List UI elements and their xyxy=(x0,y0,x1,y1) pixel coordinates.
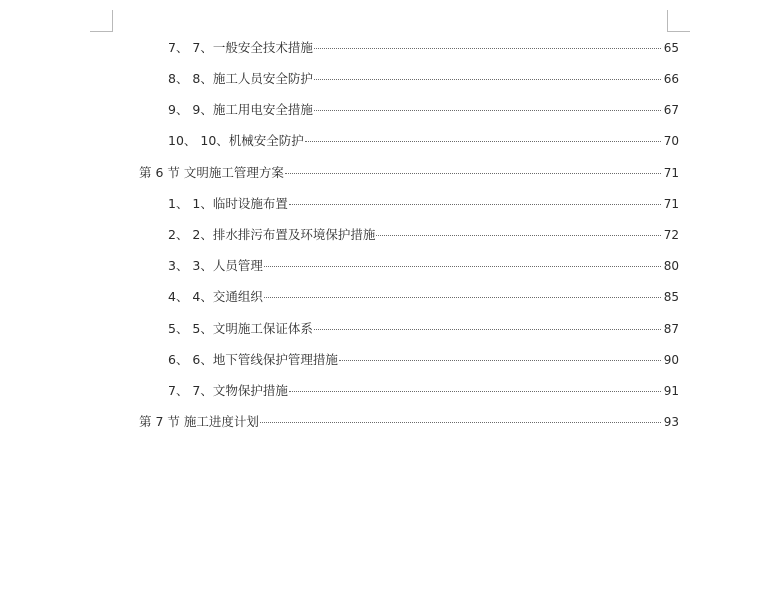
toc-page-number: 71 xyxy=(663,166,679,180)
toc-entry[interactable] xyxy=(168,287,679,307)
toc-entry[interactable] xyxy=(168,350,679,370)
toc-dot-leader xyxy=(376,235,660,236)
toc-entry-title: 3、 3、人员管理 xyxy=(168,258,263,273)
toc-entry-title: 8、 8、施工人员安全防护 xyxy=(168,71,313,86)
toc-dot-leader xyxy=(339,360,661,361)
toc-page-number: 67 xyxy=(663,103,679,117)
toc-entry-title: 6、 6、地下管线保护管理措施 xyxy=(168,352,338,367)
toc-entry[interactable] xyxy=(168,319,679,339)
toc-page-number: 85 xyxy=(663,290,679,304)
toc-entry-title: 2、 2、排水排污布置及环境保护措施 xyxy=(168,227,376,242)
toc-dot-leader xyxy=(314,48,661,49)
toc-entry-title: 10、 10、机械安全防护 xyxy=(168,133,304,148)
toc-entry[interactable] xyxy=(168,131,679,151)
toc-section-entry[interactable] xyxy=(139,163,679,183)
toc-dot-leader xyxy=(260,422,661,423)
toc-entry-title: 4、 4、交通组织 xyxy=(168,289,263,304)
toc-section-title: 第 7 节 施工进度计划 xyxy=(139,414,259,429)
toc-page-number: 91 xyxy=(663,384,679,398)
toc-entry-title: 7、 7、文物保护措施 xyxy=(168,383,288,398)
toc-page-number: 70 xyxy=(663,134,679,148)
toc-dot-leader xyxy=(305,141,661,142)
toc-page-number: 65 xyxy=(663,41,679,55)
toc-section-entry[interactable] xyxy=(139,412,679,432)
toc-page-number: 71 xyxy=(663,197,679,211)
toc-page-number: 87 xyxy=(663,322,679,336)
toc-entry-title: 5、 5、文明施工保证体系 xyxy=(168,321,313,336)
toc-page-number: 93 xyxy=(663,415,679,429)
toc-entry-title: 7、 7、一般安全技术措施 xyxy=(168,40,313,55)
toc-entry[interactable] xyxy=(168,381,679,401)
toc-page-number: 66 xyxy=(663,72,679,86)
toc-entry-title: 1、 1、临时设施布置 xyxy=(168,196,288,211)
toc-section-title: 第 6 节 文明施工管理方案 xyxy=(139,165,284,180)
toc-entry[interactable] xyxy=(168,100,679,120)
toc-dot-leader xyxy=(264,266,661,267)
toc-page-number: 90 xyxy=(663,353,679,367)
toc-entry[interactable] xyxy=(168,38,679,58)
toc-dot-leader xyxy=(314,110,661,111)
toc-entry-title: 9、 9、施工用电安全措施 xyxy=(168,102,313,117)
toc-page-number: 80 xyxy=(663,259,679,273)
toc-dot-leader xyxy=(314,329,661,330)
toc-page-number: 72 xyxy=(663,228,679,242)
toc-entry[interactable] xyxy=(168,194,679,214)
toc-dot-leader xyxy=(314,79,661,80)
toc-entry[interactable] xyxy=(168,69,679,89)
toc-dot-leader xyxy=(264,297,661,298)
toc-dot-leader xyxy=(285,173,661,174)
toc-dot-leader xyxy=(289,204,661,205)
toc-entry[interactable] xyxy=(168,225,679,245)
toc-dot-leader xyxy=(289,391,661,392)
toc-entry[interactable] xyxy=(168,256,679,276)
